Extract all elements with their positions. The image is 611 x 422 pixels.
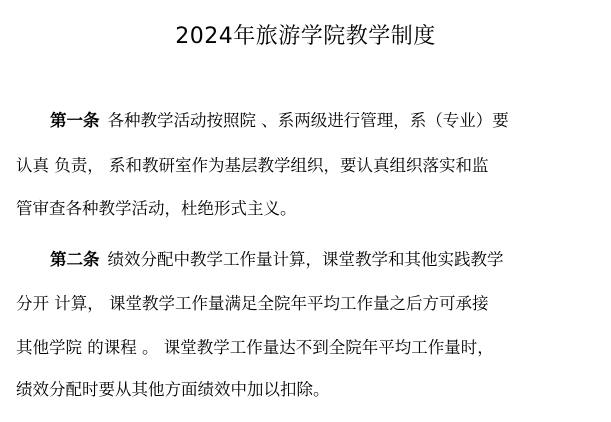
article-2-line-2: 分开 计算， 课堂教学工作量满足全院年平均工作量之后方可承接 — [16, 294, 489, 313]
document-title: 2024年旅游学院教学制度 — [175, 24, 436, 49]
article-2-line-1 — [50, 248, 504, 272]
article-2-label: 第二条 — [50, 250, 100, 269]
article-2-line-4: 绩效分配时要从其他方面绩效中加以扣除。 — [16, 380, 330, 399]
article-2-line-3: 其他学院 的课程 。 课堂教学工作量达不到全院年平均工作量时， — [16, 338, 494, 357]
article-1-line-2: 认真 负责， 系和教研室作为基层教学组织，要认真组织落实和监 — [16, 156, 489, 175]
article-1-text-1: 各种教学活动按照院 、系两级进行管理，系（专业）要 — [107, 111, 509, 130]
article-2-text-1: 绩效分配中教学工作量计算，课堂教学和其他实践教学 — [107, 250, 504, 269]
article-1-line-1 — [50, 109, 509, 133]
article-1-label: 第一条 — [50, 111, 100, 130]
article-1-line-3: 管审查各种教学活动，杜绝形式主义。 — [16, 199, 297, 218]
